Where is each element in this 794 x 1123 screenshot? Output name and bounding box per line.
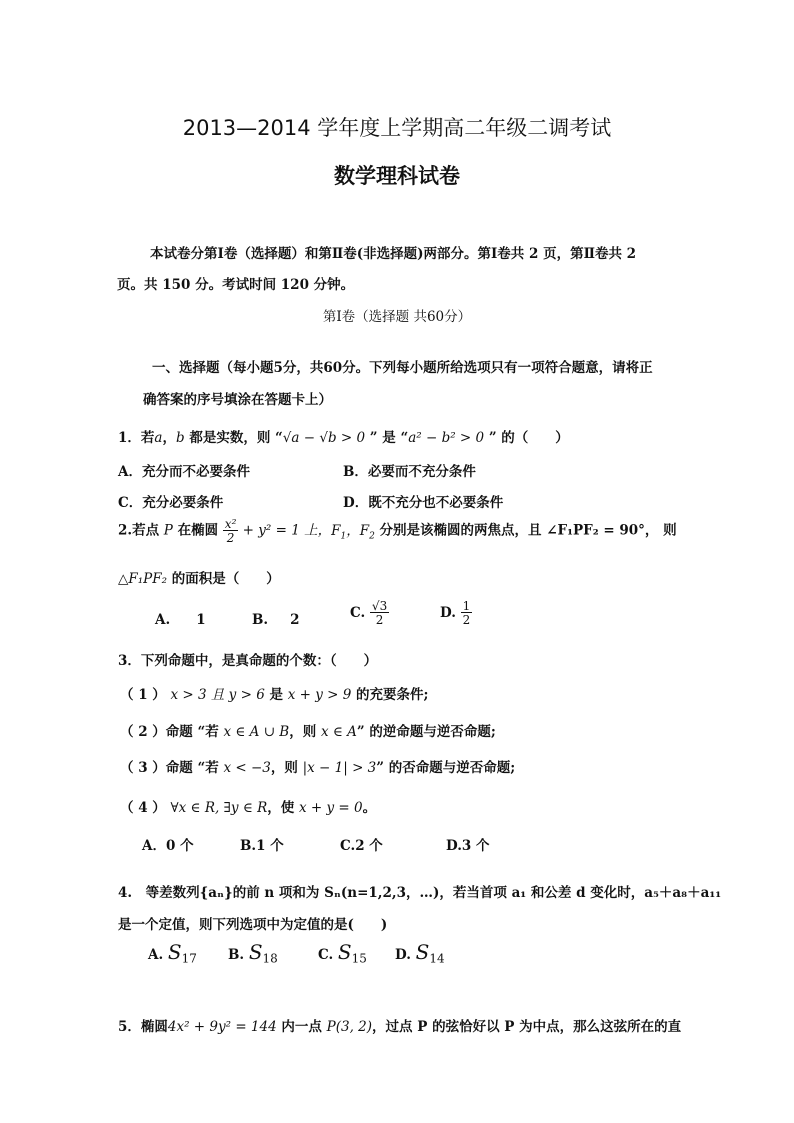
q3-option-c: C.2 个	[340, 838, 383, 854]
q2-option-c-label: C.	[350, 605, 366, 621]
q3-option-d: D.3 个	[446, 838, 490, 854]
q3-item-3	[120, 756, 515, 776]
q3-item-3-mid: ，则	[270, 760, 303, 776]
q2-mid: 在椭圆	[172, 522, 223, 539]
q2-option-d-fraction	[461, 600, 473, 626]
q2-option-c-denominator: 2	[375, 613, 384, 627]
intro-line-1: 本试卷分第Ⅰ卷（选择题）和第Ⅱ卷(非选择题)两部分。第Ⅰ卷共 2 页，第Ⅱ卷共 2	[150, 246, 637, 262]
q2-triangle: △F₁PF₂	[118, 571, 168, 587]
q3-option-b: B.1 个	[240, 838, 284, 854]
q1-var-a: a	[154, 430, 163, 446]
q1-comma: ，	[162, 430, 176, 446]
q3-item-2-label: （ 2 ）	[120, 724, 166, 740]
q3-item-2-math: x ∈ A ∪ B	[223, 724, 290, 740]
q3-item-4-post: 。	[362, 800, 377, 816]
q2-option-c-numerator: √3	[371, 599, 388, 613]
q1-condition-1: √a − √b > 0	[282, 430, 366, 446]
q2-ellipse-rest: + y² = 1 上，	[238, 522, 332, 539]
q2-f1: $F_1$，$F_2$	[331, 522, 375, 542]
q2-option-d-denominator: 2	[462, 613, 471, 627]
q1-mid2: ” 是 “	[365, 430, 409, 446]
q2-option-d	[440, 600, 472, 626]
question-4-line-2: 是一个定值，则下列选项中为定值的是( )	[118, 917, 388, 933]
q5-post: ，过点 P 的弦恰好以 P 为中点，那么这弦所在的直	[372, 1019, 682, 1035]
q2-ellipse-fraction	[223, 518, 239, 544]
q1-var-b: b	[175, 430, 185, 446]
q2-option-b-value: 2	[290, 612, 300, 628]
q5-prefix: 5．椭圆	[118, 1019, 168, 1035]
q5-ellipse-equation: 4x² + 9y² = 144	[167, 1019, 277, 1035]
q1-mid1: 都是实数，则 “	[184, 430, 283, 446]
q4-option-b	[228, 940, 278, 966]
q1-option-c: C．充分必要条件	[118, 495, 224, 511]
part1-heading: 第Ⅰ卷（选择题 共60分）	[322, 309, 472, 325]
q3-item-3-label: （ 3 ）	[120, 760, 166, 776]
q4-option-b-symbol: S	[248, 940, 263, 964]
q1-condition-2: a² − b² > 0	[408, 430, 485, 446]
q2-option-a	[155, 612, 206, 628]
q2-option-c	[350, 600, 389, 626]
q4-option-b-label: B.	[228, 947, 245, 963]
q4-option-c	[318, 940, 367, 966]
q3-item-3-post: ” 的否命题与逆否命题;	[376, 760, 516, 776]
question-2-stem	[118, 518, 677, 544]
q4-option-c-label: C.	[318, 947, 334, 963]
question-5-line-1	[118, 1015, 681, 1035]
q3-item-2-pre: 命题 “若	[165, 724, 224, 740]
q1-option-b: B．必要而不充分条件	[343, 464, 476, 480]
q2-option-a-label: A.	[155, 612, 171, 628]
q4-option-b-subscript: 18	[262, 951, 278, 966]
q2-foci-text: 分别是该椭圆的两焦点，且 ∠F₁PF₂ = 90°， 则	[374, 522, 677, 539]
q4-option-d-subscript: 14	[429, 951, 445, 966]
q4-option-a	[148, 940, 197, 966]
q3-item-1-math-2: x + y > 9	[287, 687, 352, 703]
q2-ellipse-numerator: x²	[224, 517, 237, 531]
q3-item-2-math-2: x ∈ A	[320, 724, 357, 740]
q3-item-1-post: 的充要条件;	[351, 687, 429, 703]
q3-item-3-math: x < −3	[223, 760, 271, 776]
q2-option-a-value: 1	[196, 612, 206, 628]
q4-option-a-label: A.	[148, 947, 164, 963]
q3-item-3-math-2: |x − 1| > 3	[302, 760, 377, 776]
q2-option-d-label: D.	[440, 605, 456, 621]
question-1-stem	[118, 426, 569, 446]
q1-post: ” 的（ ）	[484, 430, 569, 446]
q3-item-2	[120, 720, 496, 740]
q3-item-1	[120, 683, 429, 703]
q2-option-b-label: B.	[252, 612, 269, 628]
q2-option-c-fraction	[370, 600, 389, 626]
q3-item-2-post: ” 的逆命题与逆否命题;	[356, 724, 496, 740]
q3-item-1-math: x > 3 且 y > 6	[170, 687, 265, 703]
q3-item-4-math: ∀x ∈ R, ∃y ∈ R	[170, 800, 268, 816]
q3-item-4	[120, 796, 376, 816]
q4-option-d	[395, 940, 445, 966]
intro-line-2: 页。共 150 分。考试时间 120 分钟。	[117, 277, 355, 293]
q3-item-1-mid: 是	[264, 687, 288, 703]
q2-f1-letter: F	[331, 522, 341, 539]
q3-item-3-pre: 命题 “若	[165, 760, 224, 776]
q5-mid: 内一点	[276, 1019, 327, 1035]
q2-prefix: 2.若点	[118, 522, 164, 539]
q1-prefix: 1．若	[118, 430, 155, 446]
part1-instruction-1: 一、选择题（每小题5分，共60分。下列每小题所给选项只有一项符合题意，请将正	[152, 360, 653, 376]
q1-option-d: D．既不充分也不必要条件	[343, 495, 504, 511]
question-4-line-1: 4. 等差数列{aₙ}的前 n 项和为 Sₙ(n=1,2,3，…)，若当首项 a₁ 和公差 d 变化时，a₅＋a₈＋a₁₁	[118, 885, 722, 901]
question-2-stem-line-2	[118, 567, 280, 587]
q3-item-2-mid: ，则	[289, 724, 321, 740]
q2-line2-post: 的面积是（ ）	[167, 571, 280, 587]
part1-instruction-2: 确答案的序号填涂在答题卡上）	[143, 392, 332, 408]
q4-option-d-label: D.	[395, 947, 411, 963]
q4-option-a-symbol: S	[167, 940, 182, 964]
q3-item-4-math-2: x + y = 0	[298, 800, 363, 816]
q3-item-4-label: （ 4 ）	[120, 800, 166, 816]
q1-option-a: A．充分而不必要条件	[118, 464, 250, 480]
q3-option-a: A．0 个	[142, 838, 194, 854]
exam-title: 2013—2014 学年度上学期高二年级二调考试	[182, 116, 612, 140]
question-3-stem: 3．下列命题中，是真命题的个数：（ ）	[118, 653, 378, 669]
q4-option-c-subscript: 15	[351, 951, 367, 966]
exam-subtitle: 数学理科试卷	[334, 164, 460, 188]
q4-option-a-subscript: 17	[181, 951, 197, 966]
q2-ellipse-denominator: 2	[226, 531, 235, 545]
q3-item-4-mid: ，使	[267, 800, 299, 816]
q4-option-d-symbol: S	[415, 940, 430, 964]
q2-option-d-numerator: 1	[462, 599, 471, 613]
q5-point: P(3, 2)	[326, 1019, 373, 1035]
q3-item-1-label: （ 1 ）	[120, 687, 166, 703]
q2-option-b	[252, 612, 300, 628]
q2-point-p: P	[163, 522, 173, 539]
q4-option-c-symbol: S	[337, 940, 352, 964]
